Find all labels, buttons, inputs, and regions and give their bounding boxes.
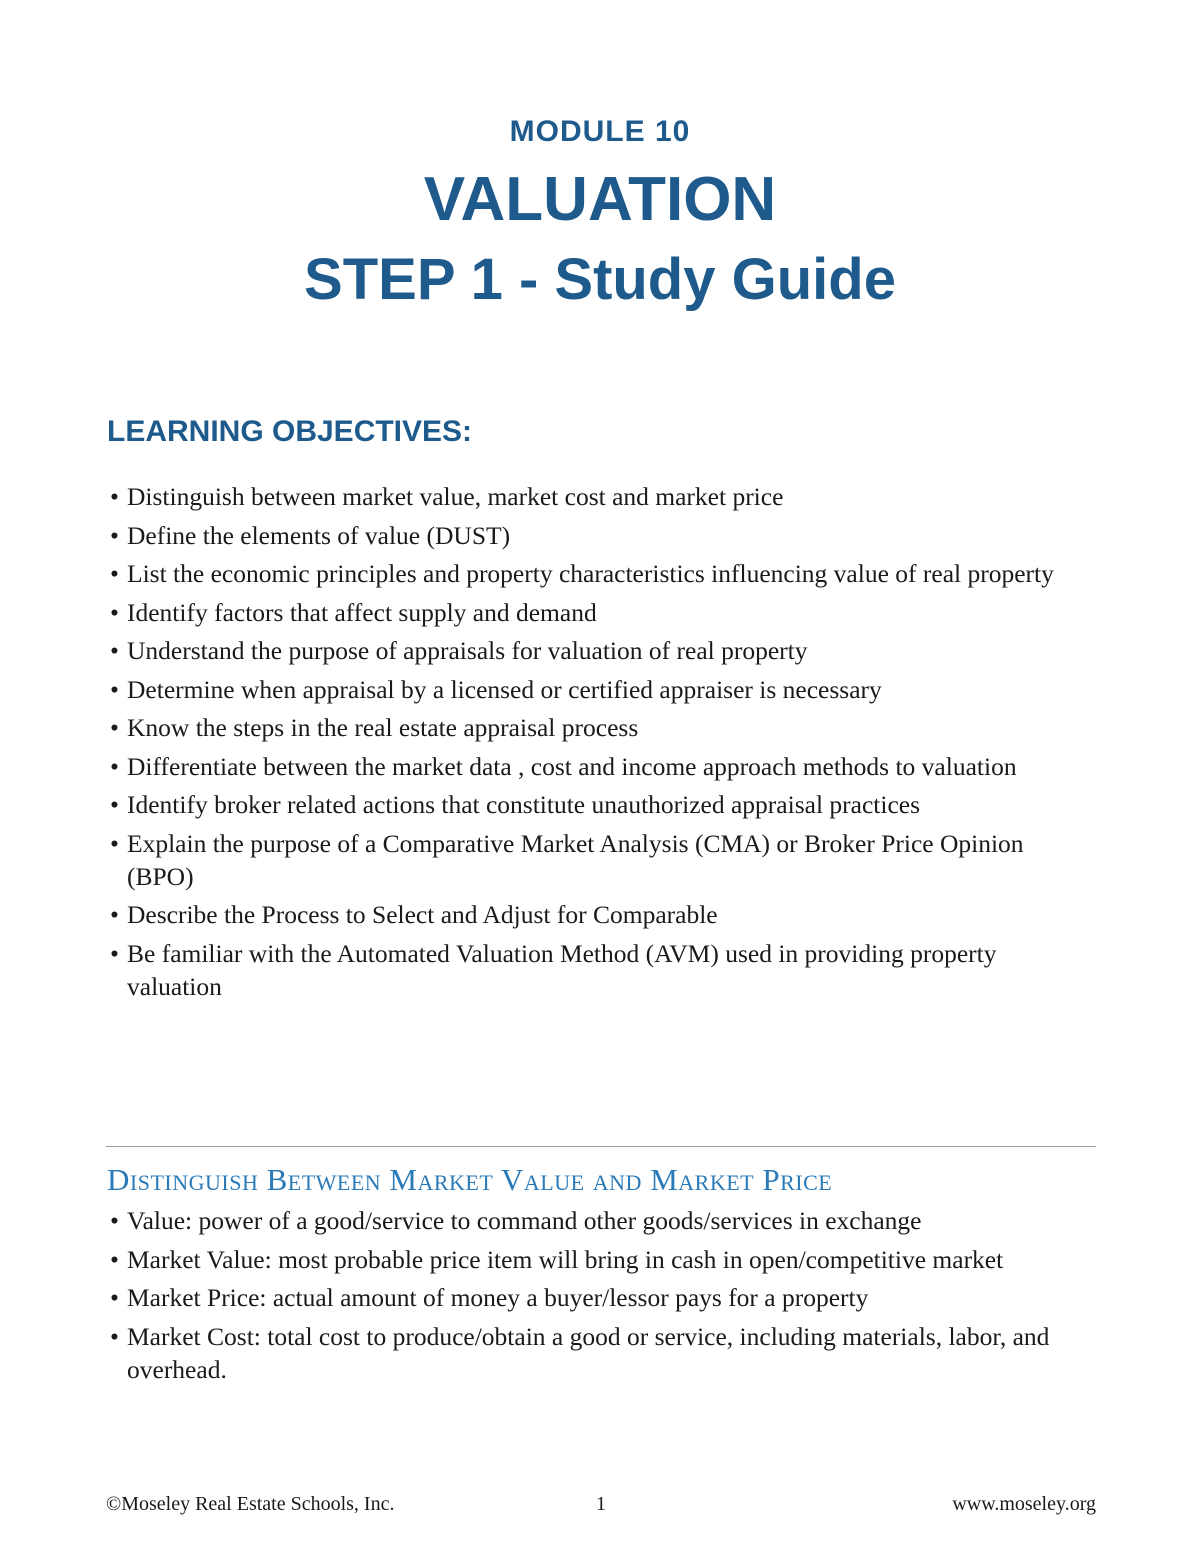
definition-text: Market Value: most probable price item will bring in cash in open/competitive market [127,1244,1004,1274]
page-title: VALUATION [423,165,777,234]
bullet-icon: • [110,1321,119,1351]
bullet-icon: • [110,559,119,588]
learning-objectives-list [110,480,1070,1008]
objective-item [110,788,1070,821]
bullet-icon: • [110,900,119,929]
bullet-icon: • [110,938,119,968]
objective-item [110,827,1070,893]
bullet-icon: • [110,1283,119,1312]
objective-text: Be familiar with the Automated Valuation Method (AVM) used in providing property valuation [127,938,997,1001]
objective-item [110,634,1070,667]
section-divider [106,1146,1096,1147]
objective-item [110,711,1070,744]
objective-item [110,937,1070,1003]
market-value-list [110,1204,1070,1391]
objective-item [110,673,1070,706]
footer-page-number: 1 [596,1493,606,1515]
bullet-icon: • [110,1244,119,1274]
objective-text: Distinguish between market value, market cost and market price [127,482,784,511]
objective-text: Explain the purpose of a Comparative Market Analysis (CMA) or Broker Price Opinion (BPO) [127,828,1024,891]
bullet-icon: • [110,636,119,665]
objective-item [110,898,1070,931]
bullet-icon: • [110,674,119,704]
section-heading: Distinguish Between Market Value and Market Price [107,1162,833,1197]
definition-text: Value: power of a good/service to command other goods/services in exchange [127,1206,922,1235]
objective-text: Differentiate between the market data , cost and income approach methods to valuation [127,751,1017,781]
objective-item [110,596,1070,629]
bullet-icon: • [110,1206,119,1235]
definition-item [110,1243,1070,1276]
definition-item [110,1204,1070,1237]
footer-website-link[interactable]: www.moseley.org [952,1493,1096,1515]
objective-text: Describe the Process to Select and Adjust for Comparable [127,900,718,929]
bullet-icon: • [110,482,119,511]
definition-text: Market Price: actual amount of money a buyer/lessor pays for a property [127,1283,869,1312]
page-subtitle: STEP 1 - Study Guide [304,247,896,312]
module-label: MODULE 10 [509,115,691,148]
objective-text: Define the elements of value (DUST) [127,520,511,550]
objective-text: Identify broker related actions that constitute unauthorized appraisal practices [127,790,921,819]
bullet-icon: • [110,790,119,819]
bullet-icon: • [110,828,119,858]
objective-item [110,750,1070,783]
objective-item [110,519,1070,552]
definition-item [110,1320,1070,1386]
objective-text: Identify factors that affect supply and demand [127,597,597,627]
definition-item [110,1281,1070,1314]
objective-text: List the economic principles and property characteristics influencing value of real property [127,559,1054,588]
bullet-icon: • [110,520,119,550]
objective-item [110,480,1070,513]
objective-item [110,557,1070,590]
title-block [0,110,1200,318]
learning-objectives-heading: LEARNING OBJECTIVES: [107,415,473,448]
footer-copyright: ©Moseley Real Estate Schools, Inc. [106,1493,395,1515]
objective-text: Know the steps in the real estate appraisal process [127,713,639,742]
objective-text: Determine when appraisal by a licensed or certified appraiser is necessary [127,674,882,704]
objective-text: Understand the purpose of appraisals for valuation of real property [127,636,808,665]
bullet-icon: • [110,751,119,781]
bullet-icon: • [110,597,119,627]
bullet-icon: • [110,713,119,742]
definition-text: Market Cost: total cost to produce/obtain a good or service, including materials, labor, and overhead. [127,1321,1050,1384]
